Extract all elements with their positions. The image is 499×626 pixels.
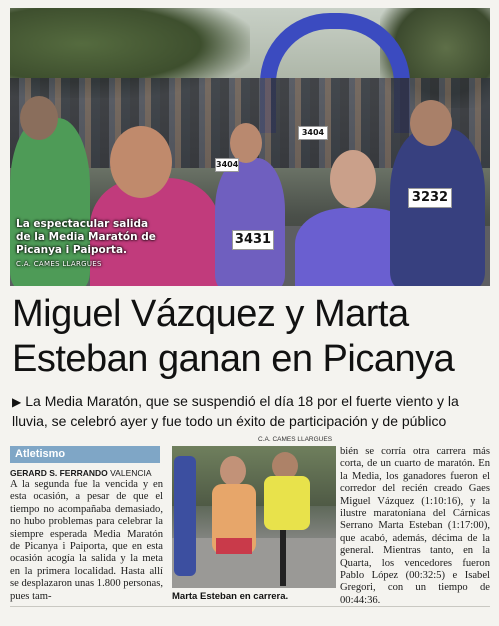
bib-number: 3404 — [298, 126, 328, 140]
bib-number: 3232 — [408, 188, 452, 208]
bib-number: 3431 — [232, 230, 274, 250]
photo-caption — [16, 218, 166, 271]
lead-paragraph — [12, 392, 490, 431]
inset-photo-credit: C.A. CAMES LLARGUES — [258, 436, 333, 443]
cyclist-jacket — [264, 476, 310, 530]
byline-location: VALENCIA — [110, 468, 152, 478]
marta-shorts — [216, 538, 252, 554]
runner-left-head — [20, 96, 58, 140]
bib-number: 3404 — [215, 158, 239, 172]
triangle-bullet-icon: ▶ — [12, 395, 22, 409]
photo-caption-text: La espectacular salida de la Media Maratón de Picanya i Paiporta. — [16, 218, 156, 256]
runner-woman-center-head — [230, 123, 262, 163]
byline-author: GERARD S. FERRANDO — [10, 468, 108, 478]
runner-man-head — [110, 126, 172, 198]
photo-credit: C.A. CAMES LLARGUES — [16, 260, 102, 268]
byline — [10, 468, 165, 478]
marta-esteban-photo — [172, 446, 336, 588]
runner-woman-center — [215, 158, 285, 286]
body-column-3: bién se corría otra carrera más corta, de un cuarto de maratón. En la Media, los ganadores fueron el corredor del recién creado Gaes Miguel Vázquez (1:10:16), y la ilustre maratoniana del Cárnicas Serrano Marta Esteban (1:17:00), que acabó, además, décima de la general. Mientras tanto, en la Quarta, los vencedores fueron Pablo López (00:32:5) e Isabel Gregori, con un tiempo de 00:44:36. — [340, 446, 490, 606]
lead-text: La Media Maratón, que se suspendió el día 18 por el fuerte viento y la lluvia, se celebró ayer y fue todo un éxito de participación y de público — [12, 393, 459, 429]
runner-woman-right-head — [330, 150, 376, 208]
runner-man-right-head — [410, 100, 452, 146]
bicycle — [280, 530, 286, 586]
inset-photo-caption: Marta Esteban en carrera. — [172, 591, 289, 602]
section-label: Atletismo — [10, 446, 160, 463]
spectator — [174, 456, 196, 576]
marta-head — [220, 456, 246, 486]
headline: Miguel Vázquez y Marta Esteban ganan en Picanya — [12, 293, 455, 380]
bottom-rule — [10, 606, 490, 607]
body-column-1: A la segunda fue la vencida y en esta ocasión, a pesar de que el tiempo no acompañaba demasiado, no hubo problemas para celebrar la siempre esperada Media Maratón de Picanya i Paiporta, que en esta ocasión acogía la salida y la meta en la primera localidad. Hasta allí se desplazaron unas 1.800 personas, pues tam- — [10, 479, 163, 602]
